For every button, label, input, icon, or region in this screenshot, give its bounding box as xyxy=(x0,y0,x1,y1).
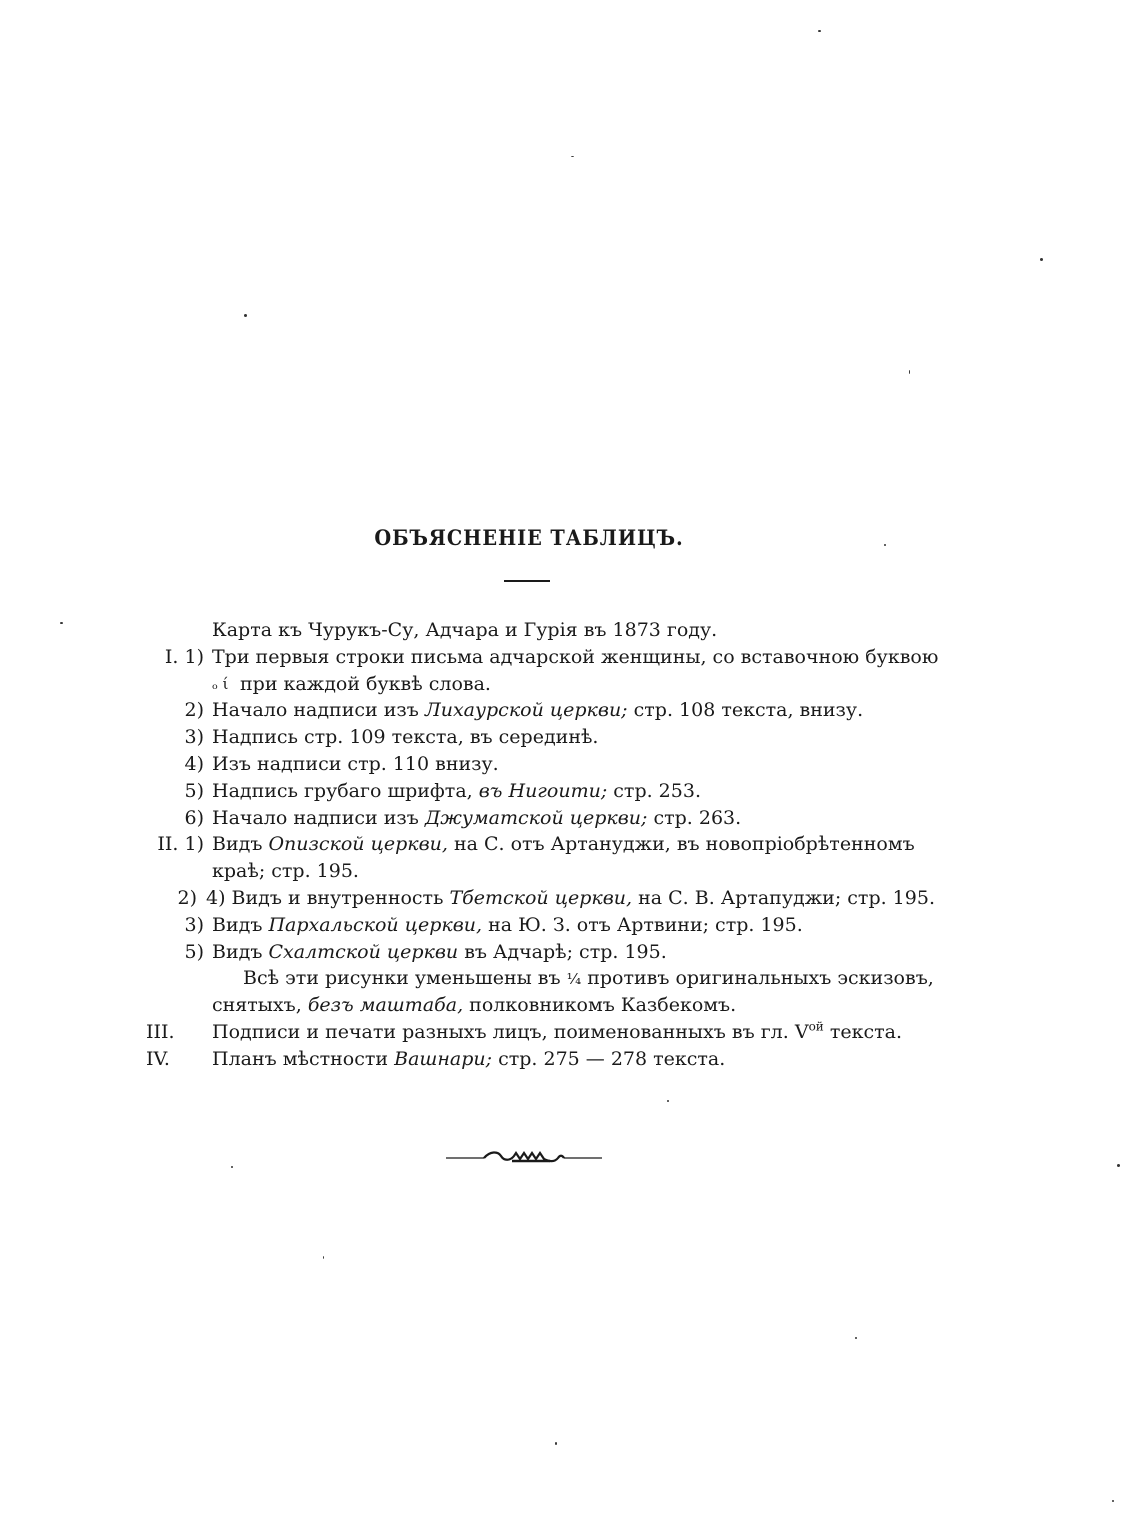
item-number: 5) xyxy=(184,940,204,963)
scan-speck xyxy=(231,1166,233,1168)
item-text: 4) Видъ и внутренность Тбетской церкви, на С. В. Артапуджи; стр. 195. xyxy=(206,886,935,909)
scan-speck xyxy=(1117,1164,1120,1167)
list-item xyxy=(0,644,1140,671)
list-item xyxy=(0,831,1140,858)
scan-speck xyxy=(60,622,63,624)
list-item xyxy=(0,697,1140,724)
inserted-letter-glyph: ₒ ί xyxy=(212,674,229,693)
item-text: Планъ мѣстности Вашнари; стр. 275 — 278 текста. xyxy=(212,1047,726,1070)
note-line xyxy=(0,965,1140,992)
item-number: 2) xyxy=(177,886,197,909)
item-text: Видъ Опизской церкви, на С. отъ Артануджи, въ новопріобрѣтенномъ xyxy=(212,833,915,856)
list-item-continuation xyxy=(0,671,1140,698)
item-text: Видъ Схалтской церкви въ Адчарѣ; стр. 195. xyxy=(212,940,667,963)
list-item xyxy=(0,939,1140,966)
item-number: III. xyxy=(146,1020,175,1043)
item-number: IV. xyxy=(146,1047,170,1070)
scan-speck xyxy=(323,1256,324,1259)
scan-speck xyxy=(571,156,574,157)
church-name: Пархальской церкви, xyxy=(268,913,483,936)
map-line xyxy=(0,617,1140,644)
list-item xyxy=(0,912,1140,939)
scan-speck xyxy=(667,1100,669,1102)
list-item xyxy=(0,778,1140,805)
item-text-continuation: при каждой буквѣ слова. xyxy=(240,672,491,695)
item-text: Надпись стр. 109 текста, въ серединѣ. xyxy=(212,726,599,749)
superscript: ой xyxy=(808,1019,824,1034)
church-name: Лихаурской церкви; xyxy=(424,699,628,722)
scan-speck xyxy=(1040,258,1043,261)
page-title: ОБЪЯСНЕНІЕ ТАБЛИЦЪ. xyxy=(374,525,684,550)
item-number: 6) xyxy=(184,806,204,829)
fraction: ¹⁄₄ xyxy=(566,970,582,989)
list-item xyxy=(0,751,1140,778)
item-number: II. 1) xyxy=(157,833,204,856)
item-text: Три первыя строки письма адчарской женщины, со вставочною буквою xyxy=(212,645,939,668)
item-text-continuation: краѣ; стр. 195. xyxy=(212,860,359,883)
list-item xyxy=(0,724,1140,751)
list-item xyxy=(0,805,1140,832)
church-name: Схалтской церкви xyxy=(268,940,459,963)
place-name: въ Нигоити; xyxy=(478,779,608,802)
church-name: Тбетской церкви, xyxy=(449,886,633,909)
item-text: Подписи и печати разныхъ лицъ, поименованныхъ въ гл. $V^{ой}$ текста. xyxy=(212,1019,902,1043)
scan-speck xyxy=(818,30,821,32)
map-line-text: Карта къ Чурукъ-Су, Адчара и Гурія въ 1873 году. xyxy=(212,619,718,641)
church-name: Опизской церкви, xyxy=(268,833,448,856)
item-text: Начало надписи изъ Джуматской церкви; стр. 263. xyxy=(212,806,742,829)
place-name: Вашнари; xyxy=(394,1047,493,1070)
list-item xyxy=(0,885,1140,912)
item-text: Надпись грубаго шрифта, въ Нигоити; стр. 253. xyxy=(212,779,701,802)
item-text: Видъ Пархальской церкви, на Ю. З. отъ Артвини; стр. 195. xyxy=(212,913,803,936)
item-number: 4) xyxy=(184,752,204,775)
scan-speck xyxy=(884,544,886,546)
note-line xyxy=(0,992,1140,1019)
scan-speck xyxy=(244,314,247,317)
item-number: 5) xyxy=(184,779,204,802)
church-name: Джуматской церкви; xyxy=(424,806,648,829)
note-text: снятыхъ, безъ маштаба, полковникомъ Казбекомъ. xyxy=(212,994,737,1017)
scan-speck xyxy=(909,370,910,374)
item-number: 3) xyxy=(184,726,204,749)
title-rule xyxy=(504,580,550,582)
list-item-continuation xyxy=(0,858,1140,885)
entries-list xyxy=(0,617,1140,1073)
scan-speck xyxy=(1112,1500,1114,1502)
item-number: I. 1) xyxy=(164,645,204,668)
scan-speck xyxy=(855,1337,857,1339)
list-item xyxy=(0,1019,1140,1046)
item-number: 3) xyxy=(184,913,204,936)
ornament-divider xyxy=(446,1147,602,1167)
item-text: Начало надписи изъ Лихаурской церкви; стр. 108 текста, внизу. xyxy=(212,699,864,722)
list-item xyxy=(0,1046,1140,1073)
item-text: Изъ надписи стр. 110 внизу. xyxy=(212,752,499,775)
scan-speck xyxy=(555,1442,557,1445)
emphasis: безъ маштаба, xyxy=(307,994,464,1017)
note-text: Всѣ эти рисунки уменьшены въ ¹⁄₄ противъ оригинальныхъ эскизовъ, xyxy=(243,967,934,990)
item-number: 2) xyxy=(184,699,204,722)
